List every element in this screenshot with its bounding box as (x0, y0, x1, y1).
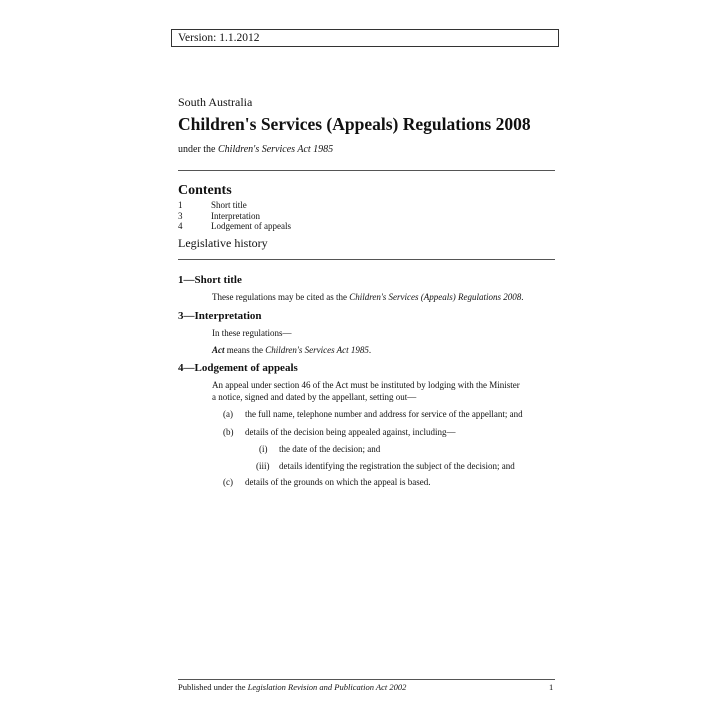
version-box (171, 29, 559, 47)
contents-heading: Contents (178, 183, 232, 198)
legislative-history-link[interactable]: Legislative history (178, 236, 268, 250)
contents-item-label: Lodgement of appeals (211, 221, 291, 231)
s1-prefix: These regulations may be cited as the (212, 292, 350, 302)
divider-contents (178, 259, 555, 260)
contents-item[interactable] (178, 211, 291, 222)
contents-item-number: 4 (178, 221, 183, 231)
contents-item-label: Interpretation (211, 210, 260, 221)
footer-act: Legislation Revision and Publication Act 2002 (247, 682, 407, 692)
def-suffix: . (368, 345, 372, 355)
jurisdiction: South Australia (178, 95, 253, 109)
item-c-label: (c) (223, 477, 233, 487)
section-3-heading: 3—Interpretation (178, 310, 262, 322)
item-a-label: (a) (223, 409, 233, 419)
item-a (223, 408, 523, 420)
item-b-text: details of the decision being appealed against, including— (245, 427, 456, 437)
divider-footer (178, 679, 555, 680)
document-title: Children's Services (Appeals) Regulations 2008 (178, 114, 531, 134)
item-b-iii-label: (iii) (256, 461, 270, 471)
def-term: Act (212, 345, 225, 355)
item-c (223, 476, 430, 488)
item-b-iii (256, 460, 515, 472)
version-label: Version: 1.1.2012 (178, 32, 260, 44)
s1-suffix: . (521, 292, 524, 302)
contents-item-label: Short title (211, 200, 247, 210)
under-prefix: under the (178, 144, 218, 155)
section-4-intro-line2: a notice, signed and dated by the appellant, setting out— (212, 392, 417, 402)
contents-item[interactable] (178, 200, 291, 211)
contents-item-number: 3 (178, 210, 183, 221)
def-middle: means the (224, 345, 266, 355)
section-1-text (212, 291, 524, 303)
under-act-line (178, 144, 333, 155)
item-b-label: (b) (223, 427, 234, 437)
item-b (223, 426, 455, 438)
def-act: Children's Services Act 1985 (265, 345, 369, 355)
contents-list (178, 200, 291, 232)
section-1-heading: 1—Short title (178, 274, 242, 286)
item-b-i-label: (i) (259, 444, 268, 454)
section-3-intro: In these regulations— (212, 328, 292, 338)
page-number: 1 (549, 682, 554, 692)
divider-title (178, 170, 555, 171)
section-3-definition (212, 344, 371, 356)
item-b-i (259, 443, 380, 455)
footer-prefix: Published under the (178, 682, 248, 692)
under-act-name: Children's Services Act 1985 (218, 144, 334, 155)
item-c-text: details of the grounds on which the appeal is based. (245, 477, 431, 487)
contents-item-number: 1 (178, 200, 183, 210)
item-b-i-text: the date of the decision; and (279, 444, 381, 454)
contents-item[interactable] (178, 221, 291, 232)
s1-title: Children's Services (Appeals) Regulations 2008 (349, 292, 522, 302)
footer-text (178, 682, 406, 692)
item-a-text: the full name, telephone number and address for service of the appellant; and (245, 409, 523, 419)
section-4-heading: 4—Lodgement of appeals (178, 362, 298, 374)
section-4-intro-line1: An appeal under section 46 of the Act must be instituted by lodging with the Minister (212, 380, 520, 390)
item-b-iii-text: details identifying the registration the subject of the decision; and (279, 461, 515, 471)
